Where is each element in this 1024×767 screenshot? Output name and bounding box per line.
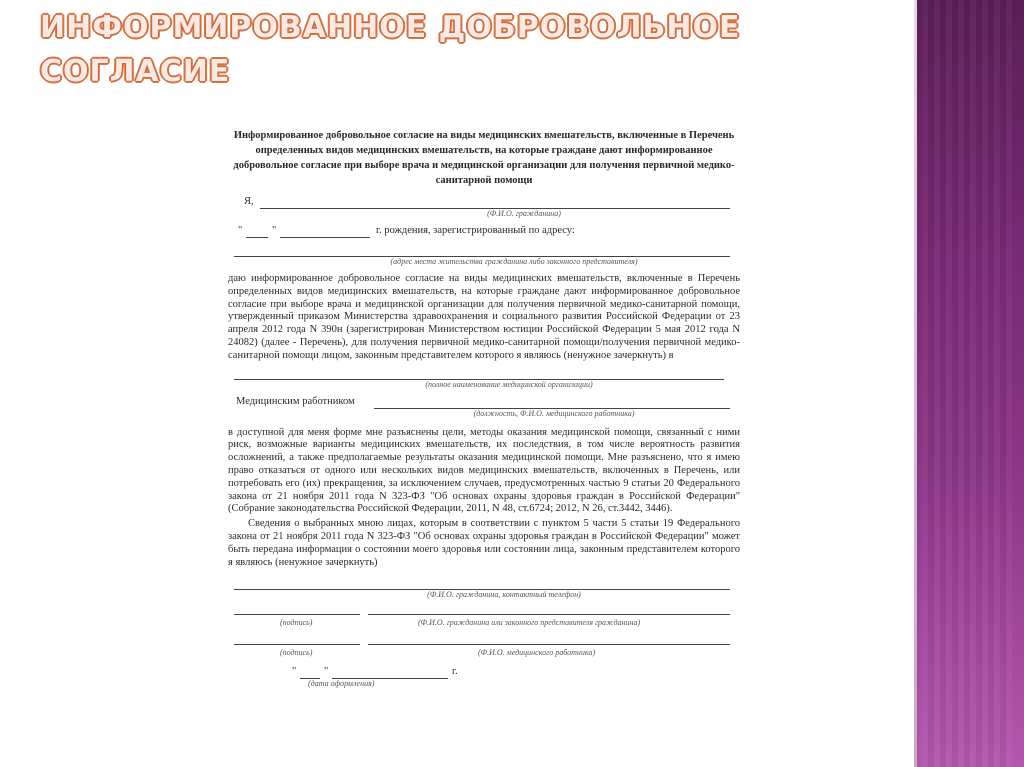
persons-paragraph: Сведения о выбранных мною лицах, которым в соответствии с пунктом 5 части 5 статьи 19 Федерального закона от 21 ноября 2011 года N 323-ФЗ "Об основах охраны здоровья граждан в Российской Федерации" может быть передана информация о состоянии моего здоровья или состоянии лица, законным представителем которого я являюсь (ненужное зачеркнуть) [228, 518, 740, 568]
address-hint: (адрес места жительства гражданина либо законного представителя) [390, 257, 638, 266]
birth-text: г. рождения, зарегистрированный по адресу: [376, 225, 575, 236]
contact-hint: (Ф.И.О. гражданина, контактный телефон) [427, 590, 581, 600]
address-blank [234, 244, 730, 257]
i-label: Я, [244, 196, 254, 207]
explanation-paragraph: в доступной для меня форме мне разъяснены цели, методы оказания медицинской помощи, связанный с ними риск, возможные варианты медицинских вмешательств, их последствия, в том числе вероятность развития осложнений, а также предполагаемые результаты оказания медицинской помощи. Мне разъяснено, что я имею право отказаться от одного или нескольких видов медицинских вмешательств, включенных в Перечень, или потребовать его (их) прекращения, за исключением случаев, предусмотренных частью 9 статьи 20 Федерального закона от 21 ноября 2011 года N 323-ФЗ "Об основах охраны здоровья граждан в Российской Федерации" (Собрание законодательства Российской Федерации, 2011, N 48, ст.6724; 2012, N 26, ст.3442, 3446). [228, 426, 740, 515]
date-hint: (дата оформления) [308, 679, 375, 689]
contact-blank [234, 577, 730, 590]
medworker-line [228, 396, 740, 409]
name-line [228, 196, 740, 209]
birth-line: " " г. рождения, зарегистрированный по адресу: [238, 225, 575, 236]
medworker-label: Медицинским работником [236, 395, 355, 407]
date-line: " " г. [292, 666, 458, 678]
consent-paragraph: даю информированное добровольное согласие на виды медицинских вмешательств, включенные в Перечень определенных видов медицинских вмешательств, на которые граждане дают информированное добровольное согласие при выборе врача и медицинской организации для получения первичной медико-санитарной помощи, утвержденный приказом Министерства здравоохранения и социального развития Российской Федерации от 23 апреля 2012 года N 390н (зарегистрирован Министерством юстиции Российской Федерации 5 мая 2012 года N 24082) (далее - Перечень), для получения первичной медико-санитарной помощи/получения первичной медико-санитарной помощи лицом, законным представителем которого я являюсь (ненужное зачеркнуть) в [228, 273, 740, 361]
medworker-hint: (должность, Ф.И.О. медицинского работника) [473, 408, 635, 418]
organization-blank [234, 367, 724, 380]
consent-form-document [228, 128, 740, 760]
document-header: Информированное добровольное согласие на виды медицинских вмешательств, включенные в Перечень определенных видов медицинских вмешательств, на которые граждане дают информированное добровольное согласие при выборе врача и медицинской организации для получения первичной медико-санитарной помощи [233, 130, 735, 186]
decorative-side-band [914, 0, 1024, 767]
fio-hint: (Ф.И.О. гражданина) [487, 209, 561, 218]
slide-title-line-2: СОГЛАСИЕ [40, 54, 231, 89]
slide-title-line-1: ИНФОРМИРОВАННОЕ ДОБРОВОЛЬНОЕ [40, 10, 741, 45]
slide-title [40, 6, 900, 94]
name-blank [260, 196, 730, 209]
organization-hint: (полное наименование медицинской организации) [425, 379, 593, 389]
medworker-signature-row: (подпись) (Ф.И.О. медицинского работника) [228, 636, 740, 662]
citizen-signature-row: (подпись) (Ф.И.О. гражданина или законного представителя гражданина) [228, 606, 740, 632]
